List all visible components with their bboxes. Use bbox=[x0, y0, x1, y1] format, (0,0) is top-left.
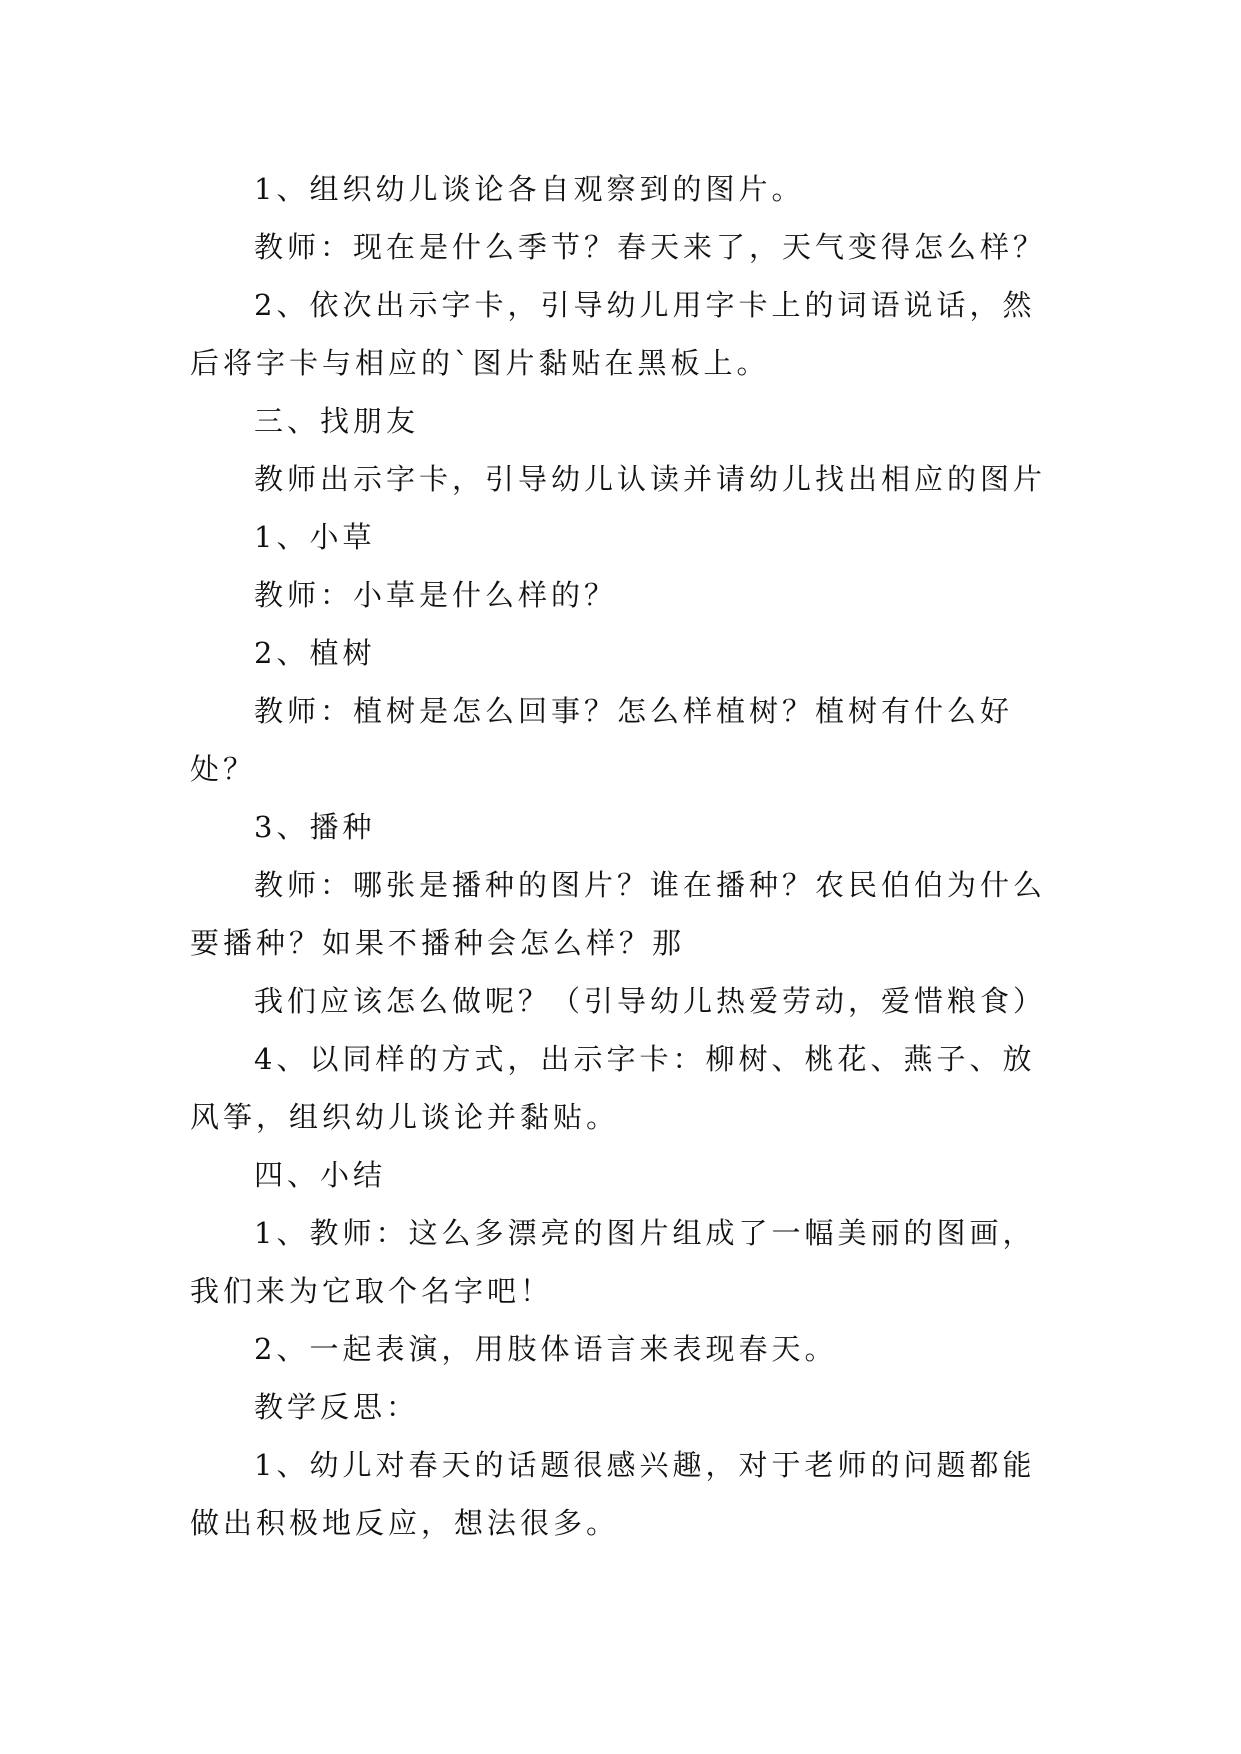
item-tree-planting: 2、植树 bbox=[254, 636, 376, 670]
paragraph-7: 教师：小草是什么样的？ bbox=[254, 578, 618, 612]
paragraph-18: 1、幼儿对春天的话题很感兴趣，对于老师的问题都能做出积极地反应，想法很多。 bbox=[190, 1448, 1036, 1540]
item-sowing: 3、播种 bbox=[254, 810, 376, 844]
section-heading-find-friends: 三、找朋友 bbox=[254, 404, 420, 438]
item-grass: 1、小草 bbox=[254, 520, 376, 554]
section-heading-summary: 四、小结 bbox=[254, 1158, 387, 1192]
section-heading-reflection: 教学反思： bbox=[254, 1390, 420, 1424]
paragraph-16: 2、一起表演，用肢体语言来表现春天。 bbox=[254, 1332, 838, 1366]
paragraph-3: 2、依次出示字卡，引导幼儿用字卡上的词语说话，然后将字卡与相应的`图片黏贴在黑板上。 bbox=[190, 288, 1036, 380]
paragraph-12: 我们应该怎么做呢？（引导幼儿热爱劳动，爱惜粮食） bbox=[254, 984, 1047, 1018]
paragraph-5: 教师出示字卡，引导幼儿认读并请幼儿找出相应的图片 bbox=[254, 462, 1047, 496]
paragraph-13: 4、以同样的方式，出示字卡：柳树、桃花、燕子、放风筝，组织幼儿谈论并黏贴。 bbox=[190, 1042, 1036, 1134]
paragraph-15: 1、教师：这么多漂亮的图片组成了一幅美丽的图画，我们来为它取个名字吧！ bbox=[190, 1216, 1036, 1308]
paragraph-2: 教师：现在是什么季节？春天来了，天气变得怎么样？ bbox=[254, 230, 1047, 264]
paragraph-9: 教师：植树是怎么回事？怎么样植树？植树有什么好处？ bbox=[190, 694, 1014, 786]
paragraph-11: 教师：哪张是播种的图片？谁在播种？农民伯伯为什么要播种？如果不播种会怎么样？那 bbox=[190, 868, 1047, 960]
paragraph-1: 1、组织幼儿谈论各自观察到的图片。 bbox=[254, 172, 805, 206]
document-body bbox=[190, 160, 1050, 1552]
